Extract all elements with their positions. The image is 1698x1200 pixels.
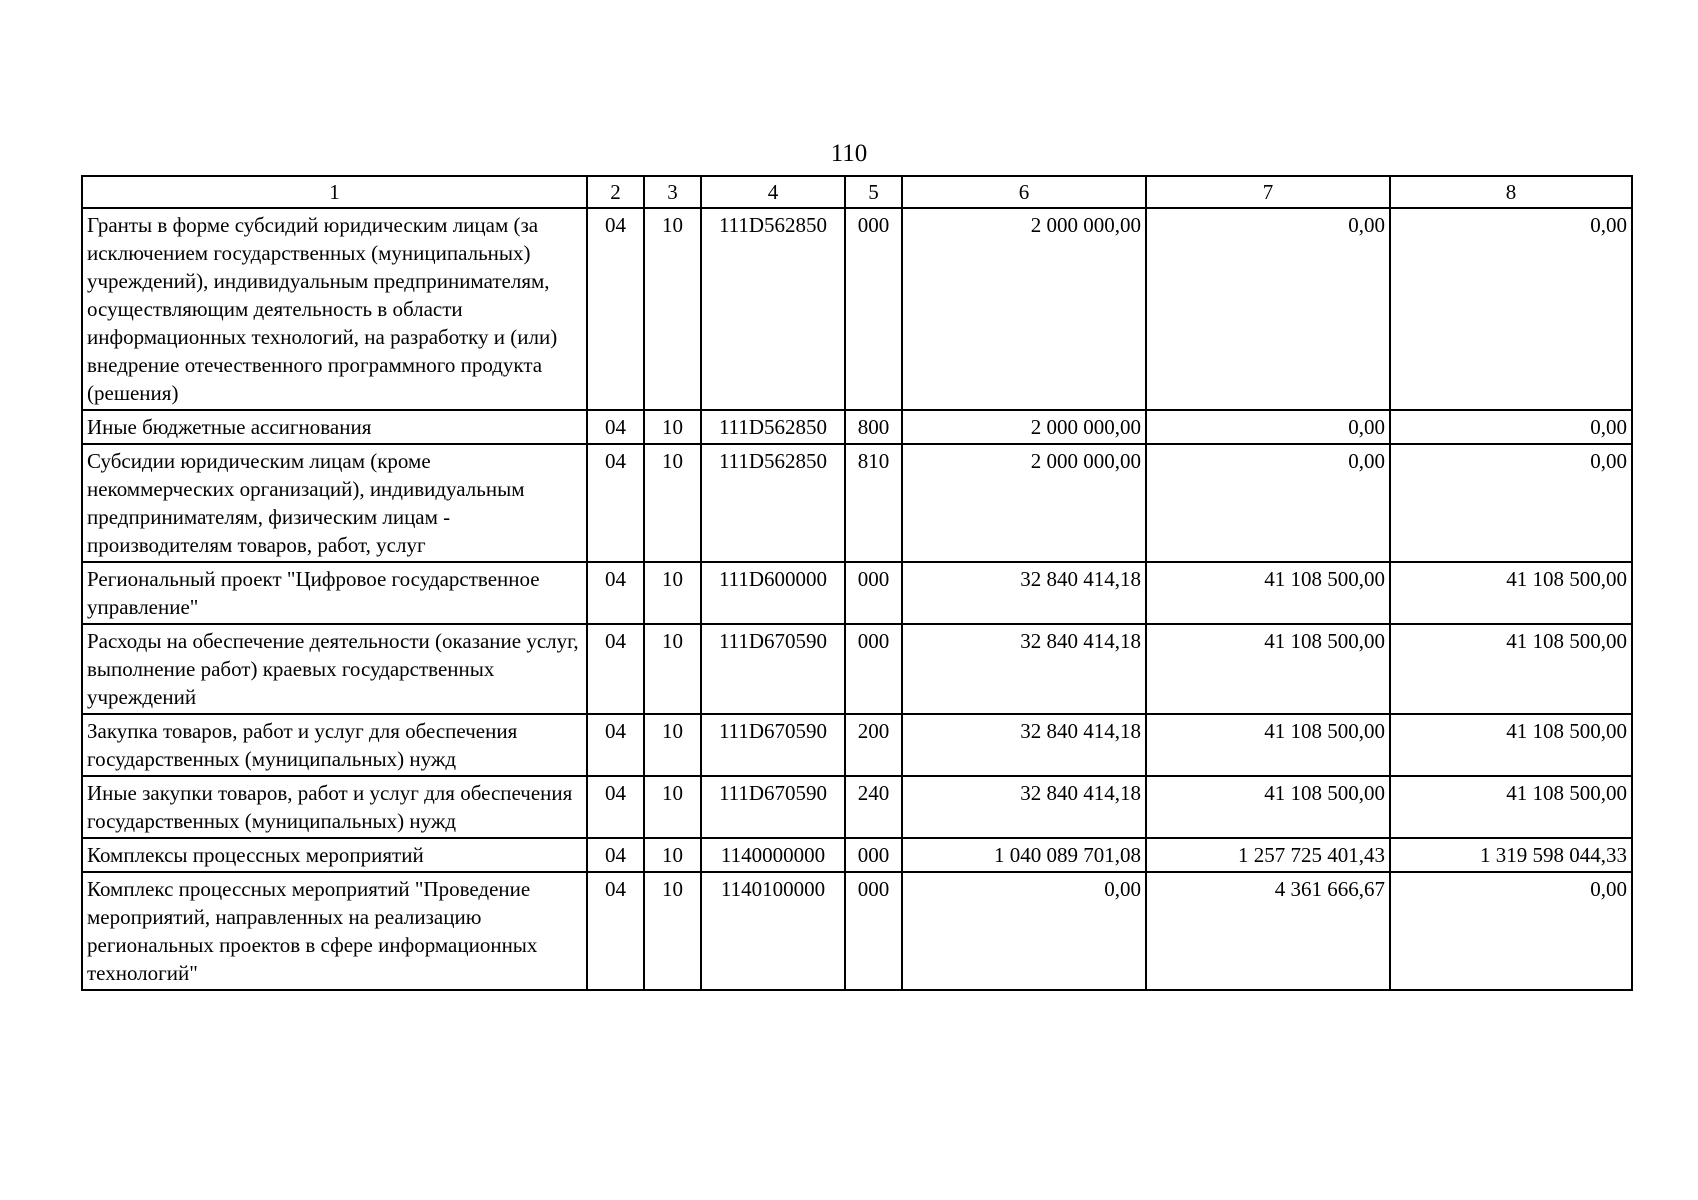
row-section-code: 04: [587, 444, 644, 562]
table-row: [82, 410, 1632, 444]
row-subsection-code: 10: [644, 410, 701, 444]
row-amount-col8: 1 319 598 044,33: [1390, 838, 1632, 872]
row-amount-col8: 0,00: [1390, 444, 1632, 562]
table-row: [82, 714, 1632, 776]
row-target-article-code: 111D600000: [701, 562, 845, 624]
row-subsection-code: 10: [644, 208, 701, 410]
row-amount-col6: 32 840 414,18: [902, 776, 1146, 838]
row-target-article-code: 111D670590: [701, 776, 845, 838]
row-subsection-code: 10: [644, 872, 701, 990]
row-expense-type-code: 800: [845, 410, 902, 444]
row-amount-col8: 41 108 500,00: [1390, 776, 1632, 838]
table-row: [82, 624, 1632, 714]
header-col-6: 6: [902, 176, 1146, 208]
row-target-article-code: 1140100000: [701, 872, 845, 990]
row-amount-col8: 0,00: [1390, 208, 1632, 410]
row-expense-type-code: 810: [845, 444, 902, 562]
row-target-article-code: 111D670590: [701, 624, 845, 714]
row-name: Иные бюджетные ассигнования: [82, 410, 587, 444]
row-amount-col6: 32 840 414,18: [902, 624, 1146, 714]
page-number: 110: [830, 140, 868, 167]
row-expense-type-code: 200: [845, 714, 902, 776]
row-amount-col6: 0,00: [902, 872, 1146, 990]
row-name: Расходы на обеспечение деятельности (оказание услуг, выполнение работ) краевых государственных учреждений: [82, 624, 587, 714]
row-subsection-code: 10: [644, 714, 701, 776]
row-target-article-code: 1140000000: [701, 838, 845, 872]
row-subsection-code: 10: [644, 624, 701, 714]
row-amount-col7: 4 361 666,67: [1146, 872, 1390, 990]
row-subsection-code: 10: [644, 838, 701, 872]
row-section-code: 04: [587, 872, 644, 990]
row-expense-type-code: 000: [845, 562, 902, 624]
row-name: Региональный проект "Цифровое государственное управление": [82, 562, 587, 624]
row-target-article-code: 111D562850: [701, 208, 845, 410]
row-name: Гранты в форме субсидий юридическим лицам (за исключением государственных (муниципальных) учреждений), индивидуальным предпринимателям, осуществляющим деятельность в области информационных технологий, на разработку и (или) внедрение отечественного программного продукта (решения): [82, 208, 587, 410]
row-amount-col6: 2 000 000,00: [902, 444, 1146, 562]
row-amount-col8: 0,00: [1390, 872, 1632, 990]
row-amount-col7: 0,00: [1146, 444, 1390, 562]
header-col-4: 4: [701, 176, 845, 208]
row-target-article-code: 111D562850: [701, 410, 845, 444]
row-section-code: 04: [587, 562, 644, 624]
table-row: [82, 208, 1632, 410]
table-row: [82, 872, 1632, 990]
header-col-5: 5: [845, 176, 902, 208]
row-amount-col6: 32 840 414,18: [902, 562, 1146, 624]
header-col-1: 1: [82, 176, 587, 208]
row-section-code: 04: [587, 776, 644, 838]
row-subsection-code: 10: [644, 562, 701, 624]
row-amount-col6: 2 000 000,00: [902, 208, 1146, 410]
table-row: [82, 838, 1632, 872]
row-section-code: 04: [587, 208, 644, 410]
header-col-8: 8: [1390, 176, 1632, 208]
table-row: [82, 444, 1632, 562]
row-target-article-code: 111D562850: [701, 444, 845, 562]
row-section-code: 04: [587, 624, 644, 714]
row-subsection-code: 10: [644, 776, 701, 838]
table-header: [82, 176, 1632, 208]
row-amount-col7: 41 108 500,00: [1146, 624, 1390, 714]
row-name: Комплексы процессных мероприятий: [82, 838, 587, 872]
table-body: [82, 208, 1632, 990]
row-amount-col8: 41 108 500,00: [1390, 714, 1632, 776]
row-section-code: 04: [587, 410, 644, 444]
header-col-2: 2: [587, 176, 644, 208]
row-subsection-code: 10: [644, 444, 701, 562]
row-name: Иные закупки товаров, работ и услуг для обеспечения государственных (муниципальных) нужд: [82, 776, 587, 838]
table-row: [82, 562, 1632, 624]
table-row: [82, 776, 1632, 838]
row-amount-col8: 0,00: [1390, 410, 1632, 444]
row-amount-col6: 32 840 414,18: [902, 714, 1146, 776]
row-expense-type-code: 000: [845, 208, 902, 410]
header-row: [82, 176, 1632, 208]
row-expense-type-code: 000: [845, 872, 902, 990]
row-amount-col8: 41 108 500,00: [1390, 624, 1632, 714]
row-section-code: 04: [587, 838, 644, 872]
row-target-article-code: 111D670590: [701, 714, 845, 776]
row-amount-col7: 1 257 725 401,43: [1146, 838, 1390, 872]
row-amount-col7: 0,00: [1146, 410, 1390, 444]
row-expense-type-code: 000: [845, 838, 902, 872]
row-amount-col6: 2 000 000,00: [902, 410, 1146, 444]
row-expense-type-code: 000: [845, 624, 902, 714]
row-amount-col7: 0,00: [1146, 208, 1390, 410]
row-amount-col7: 41 108 500,00: [1146, 714, 1390, 776]
row-section-code: 04: [587, 714, 644, 776]
row-amount-col6: 1 040 089 701,08: [902, 838, 1146, 872]
row-name: Субсидии юридическим лицам (кроме некоммерческих организаций), индивидуальным предпринимателям, физическим лицам - производителям товаров, работ, услуг: [82, 444, 587, 562]
budget-table: [81, 175, 1633, 991]
row-name: Закупка товаров, работ и услуг для обеспечения государственных (муниципальных) нужд: [82, 714, 587, 776]
row-amount-col7: 41 108 500,00: [1146, 562, 1390, 624]
header-col-3: 3: [644, 176, 701, 208]
header-col-7: 7: [1146, 176, 1390, 208]
row-amount-col7: 41 108 500,00: [1146, 776, 1390, 838]
row-name: Комплекс процессных мероприятий "Проведение мероприятий, направленных на реализацию региональных проектов в сфере информационных технологий": [82, 872, 587, 990]
row-amount-col8: 41 108 500,00: [1390, 562, 1632, 624]
row-expense-type-code: 240: [845, 776, 902, 838]
